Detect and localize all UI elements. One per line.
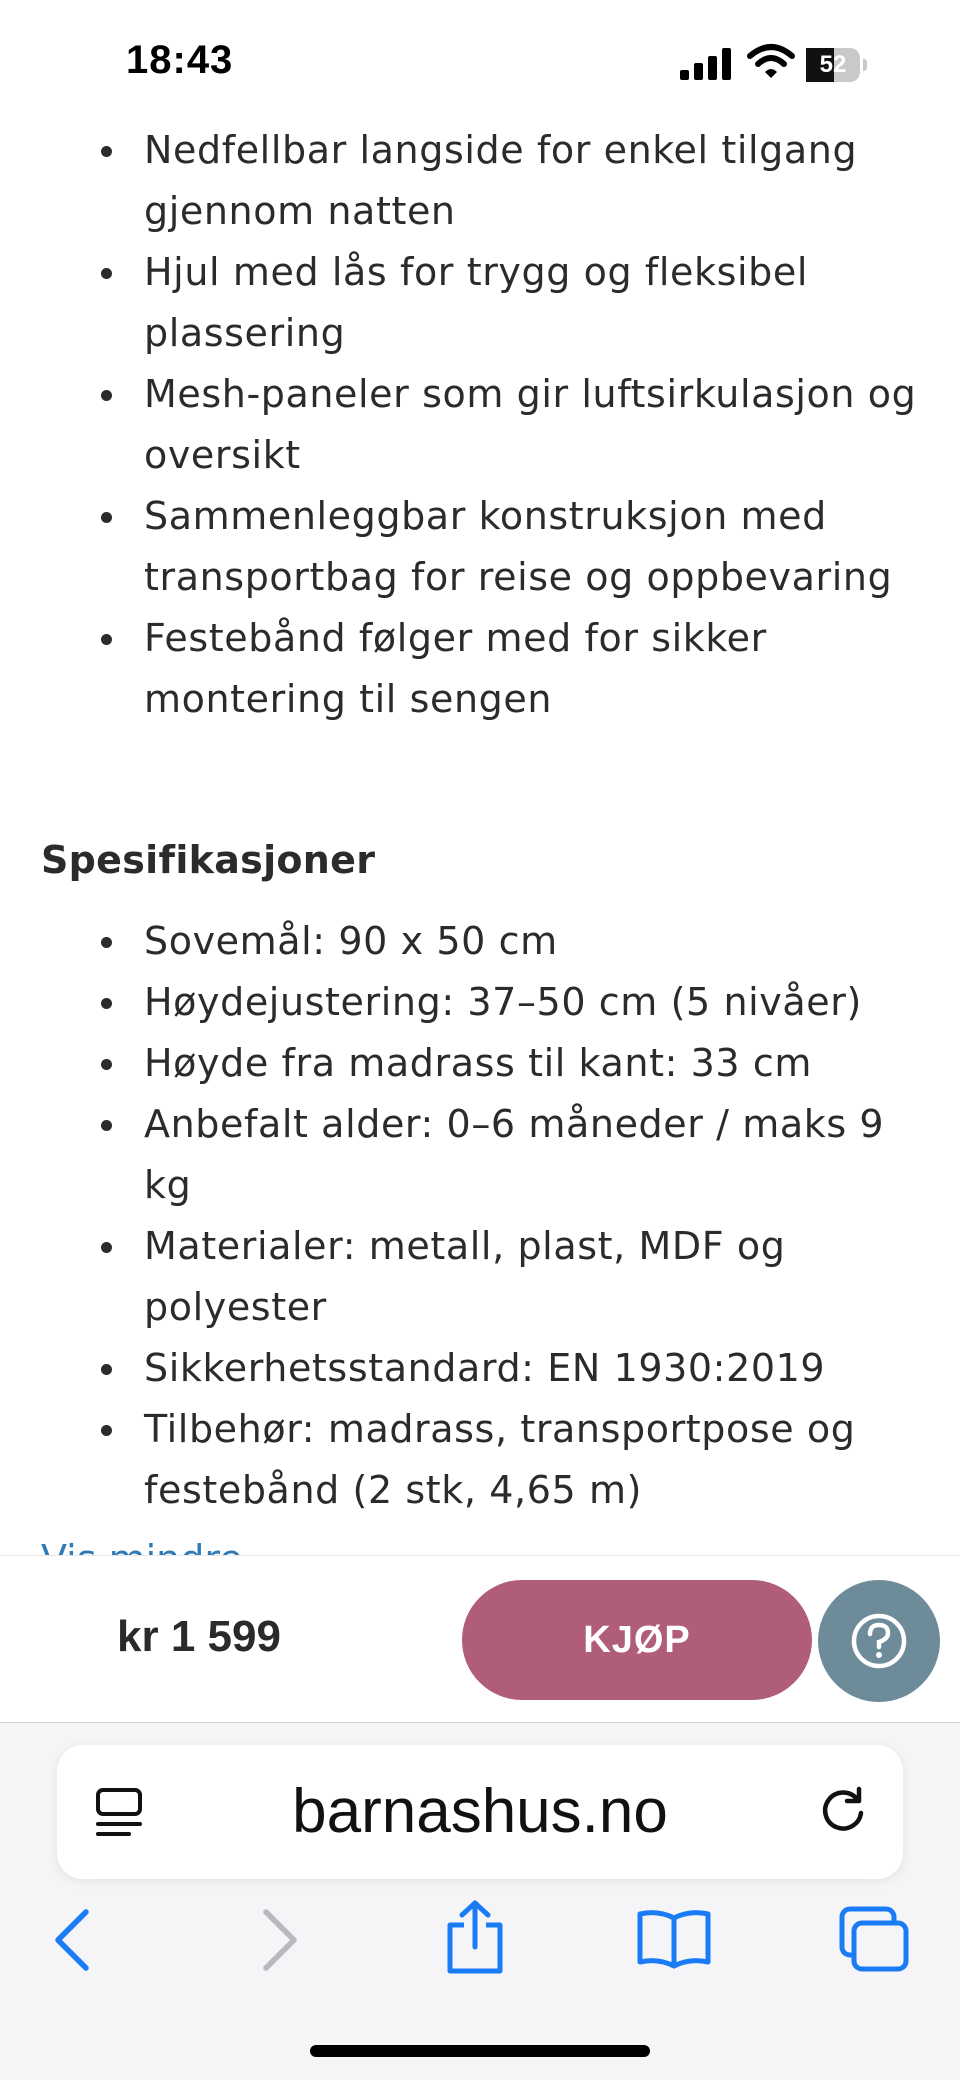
- product-description: [0, 120, 960, 1555]
- spec-item: Sikkerhetsstandard: EN 1930:2019: [0, 1338, 960, 1399]
- bookmarks-icon[interactable]: [636, 1908, 712, 1968]
- address-bar[interactable]: [57, 1745, 903, 1879]
- battery-icon: [806, 48, 866, 82]
- tabs-icon[interactable]: [838, 1905, 910, 1973]
- spec-item: Høyde fra madrass til kant: 33 cm: [0, 1033, 960, 1094]
- feature-item: Sammenleggbar konstruksjon med transportbag for reise og oppbevaring: [0, 486, 960, 608]
- feature-list: [0, 120, 960, 730]
- status-bar: [0, 0, 960, 120]
- feature-item: Mesh-paneler som gir luftsirkulasjon og oversikt: [0, 364, 960, 486]
- specs-heading: Spesifikasjoner: [41, 838, 376, 882]
- price: kr 1 599: [117, 1612, 281, 1661]
- url-text: barnashus.no: [292, 1777, 668, 1846]
- buy-button[interactable]: KJØP: [462, 1580, 812, 1700]
- spec-item: Anbefalt alder: 0–6 måneder / maks 9 kg: [0, 1094, 960, 1216]
- share-icon[interactable]: [444, 1899, 506, 1975]
- status-time: 18:43: [126, 38, 234, 82]
- forward-icon[interactable]: [260, 1908, 300, 1972]
- browser-toolbar: [0, 1722, 960, 2080]
- question-icon: [849, 1611, 909, 1671]
- wifi-icon: [748, 44, 794, 80]
- home-indicator: [310, 2045, 650, 2057]
- spec-item: Sovemål: 90 x 50 cm: [0, 911, 960, 972]
- spec-item: Høydejustering: 37–50 cm (5 nivåer): [0, 972, 960, 1033]
- spec-item: Tilbehør: madrass, transportpose og festebånd (2 stk, 4,65 m): [0, 1399, 960, 1521]
- help-button[interactable]: [818, 1580, 940, 1702]
- reload-icon[interactable]: [817, 1785, 869, 1837]
- feature-item: Hjul med lås for trygg og fleksibel plassering: [0, 242, 960, 364]
- cellular-signal-icon: [680, 48, 732, 80]
- spec-list: [0, 911, 960, 1521]
- back-icon[interactable]: [52, 1908, 92, 1972]
- feature-item: Nedfellbar langside for enkel tilgang gjennom natten: [0, 120, 960, 242]
- buy-bar: [0, 1555, 960, 1723]
- battery-level: 52: [819, 51, 847, 78]
- feature-item: Festebånd følger med for sikker montering til sengen: [0, 608, 960, 730]
- spec-item: Materialer: metall, plast, MDF og polyester: [0, 1216, 960, 1338]
